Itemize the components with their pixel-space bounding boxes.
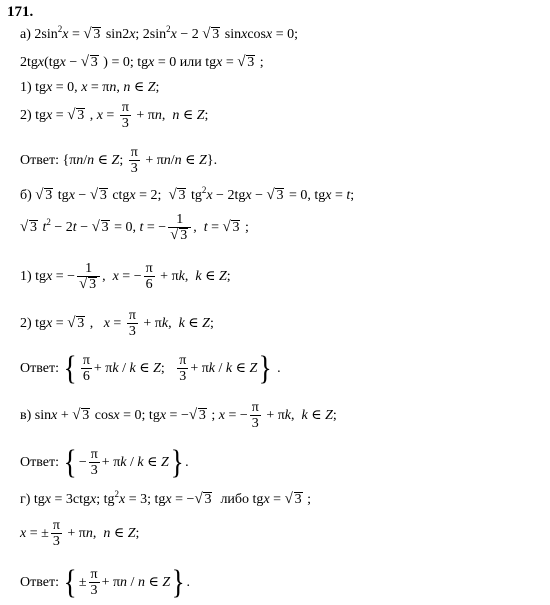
part-b-case-2: 2) tgx = √ 3 , x = $\frac{\pi}{3}$ + πk, k ∈ Z;	[20, 308, 214, 340]
answer-label-a: Ответ:	[20, 153, 59, 169]
part-g-line-1: г) tgx = 3ctgx; $tg^2x = 3$; tgx = −√ 3 либо tgx = √ 3 ;	[20, 492, 311, 508]
part-v-answer: Ответ: { − $\frac{\pi}{3}$ + πk / k ∈ Z} .	[20, 444, 189, 481]
answer-label-g: Ответ:	[20, 575, 59, 591]
either-word: либо	[220, 492, 250, 507]
part-v-label: в)	[20, 408, 32, 424]
problem-number: 171.	[7, 4, 34, 20]
or-word: или	[179, 55, 202, 70]
part-a-line-2: 2tgx(tgx − √ 3 ) = 0; tgx = 0 или tgx = √ 3 ;	[20, 55, 264, 71]
part-b-label: б)	[20, 188, 32, 203]
part-b-answer: Ответ: { $\frac{\pi}{6}$ + πk / k ∈ Z; $\frac{\pi}{3}$ + πk / k ∈ Z} .	[20, 350, 281, 387]
part-v-line-1: в) sinx + √ 3 cosx = 0; tgx = −√ 3 ; x = − $\frac{\pi}{3}$ + πk, k ∈ Z;	[20, 400, 337, 432]
part-a-answer: Ответ: {πn/n ∈ Z; $\frac{\pi}{3}$ + πn/n ∈ Z}.	[20, 145, 218, 176]
part-b-line-1: б) √ 3 tgx − √ 3 ctgx = 2; √ 3 $tg^2x - 2tgx$ − √ 3 = 0, tgx = t;	[20, 188, 354, 204]
answer-label-v: Ответ:	[20, 455, 59, 471]
part-b-case-1: 1) tgx = − 1 √ 3 , x = − $\frac{\pi}{6}$ + πk, k ∈ Z;	[20, 261, 231, 293]
answer-label-b: Ответ:	[20, 361, 59, 377]
part-g-answer: Ответ: { ± $\frac{\pi}{3}$ + πn / n ∈ Z} .	[20, 564, 190, 601]
part-a-label: а)	[20, 27, 31, 42]
part-g-label: г)	[20, 492, 31, 507]
part-a-line-1: а) $2\sin^2x$ = √ 3 sin2x; $2\sin^2x - 2$ √ 3 sinxcosx = 0;	[20, 27, 298, 43]
part-a-case-1: 1) tgx = 0, x = πn, n ∈ Z;	[20, 80, 160, 95]
part-g-line-2: x = ± $\frac{\pi}{3}$ + πn, n ∈ Z;	[20, 518, 140, 549]
part-b-line-2: √ 3 $t^2 - 2t$ − √ 3 = 0, t = − 1 √ 3 , t = √ 3 ;	[20, 212, 249, 244]
part-a-case-2: 2) tgx = √ 3 , x = $\frac{\pi}{3}$ + πn, n ∈ Z;	[20, 100, 208, 132]
